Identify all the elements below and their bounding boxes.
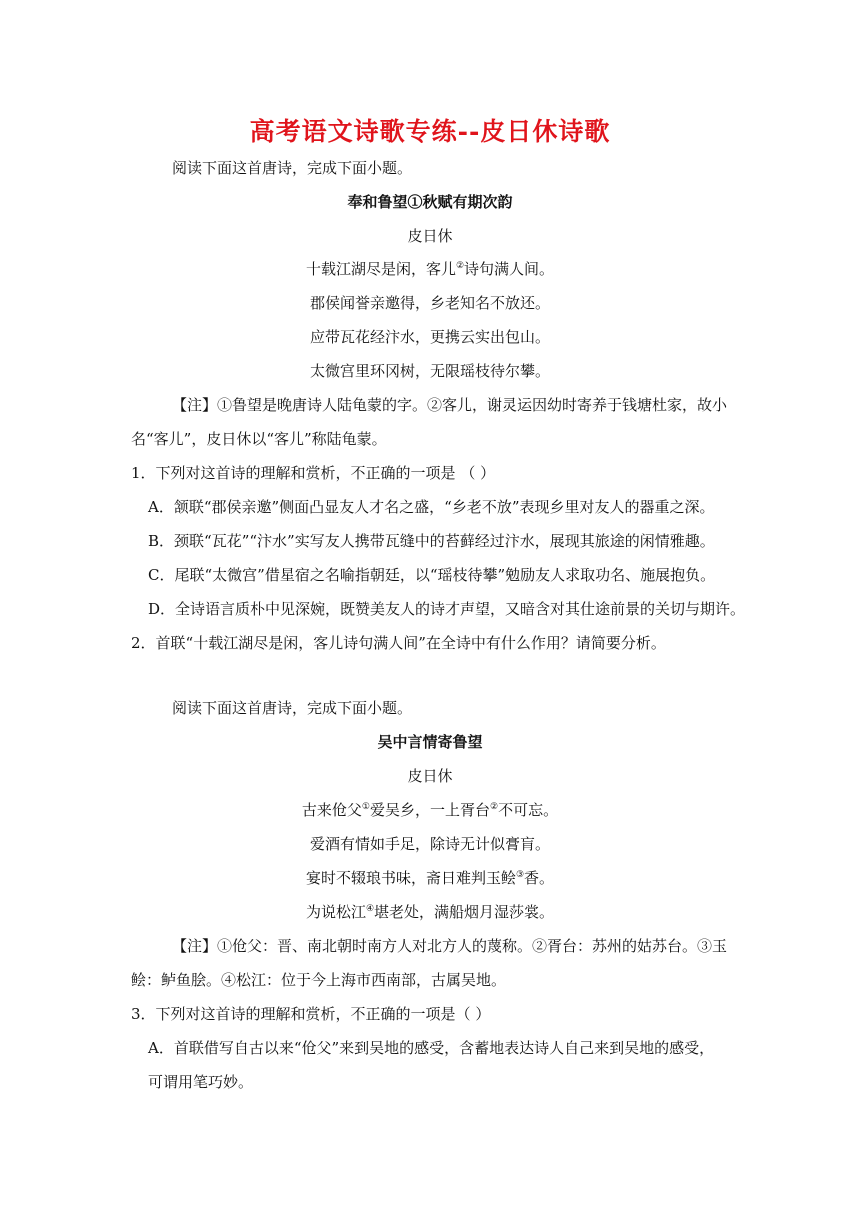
section1-poem-line-4: 太微宫里环冈树，无限瑶枝待尔攀。 [309, 362, 550, 380]
question-1: 1．下列对这首诗的理解和赏析，不正确的一项是 （ ） [131, 464, 496, 482]
question-3-option-a-line-2: 可谓用笔巧妙。 [148, 1073, 254, 1091]
section2-poem-line-2: 爱酒有情如手足，除诗无计似膏肓。 [309, 835, 550, 853]
question-3-option-a-line-1: A．首联借写自古以来“伧父”来到吴地的感受，含蓄地表达诗人自己来到吴地的感受， [148, 1039, 715, 1057]
section2-poem-title: 吴中言情寄鲁望 [377, 733, 483, 751]
question-3: 3．下列对这首诗的理解和赏析，不正确的一项是（ ） [131, 1005, 491, 1023]
question-2: 2．首联“十载江湖尽是闲，客儿诗句满人间”在全诗中有什么作用？请简要分析。 [131, 634, 666, 652]
section1-poem-line-3: 应带瓦花经汴水，更携云实出包山。 [309, 328, 550, 346]
question-1-option-a: A．颔联“郡侯亲邀”侧面凸显友人才名之盛，“乡老不放”表现乡里对友人的器重之深。 [148, 498, 715, 516]
question-1-option-b: B．颈联“瓦花”“汴水”实写友人携带瓦缝中的苔藓经过汴水，展现其旅途的闲情雅趣。 [148, 532, 715, 550]
section1-poem-line-2: 郡侯闻誉亲邀得，乡老知名不放还。 [309, 294, 550, 312]
section1-poem-line-1: 十载江湖尽是闲，客儿②诗句满人间。 [305, 260, 555, 278]
section1-poem-title: 奉和鲁望①秋赋有期次韵 [347, 193, 513, 211]
section2-author: 皮日休 [407, 767, 453, 785]
section2-poem-line-3: 宴时不辍琅书味，斋日难判玉鲙③香。 [305, 869, 555, 887]
section2-poem-line-4: 为说松江④堪老处，满船烟月湿莎裳。 [305, 903, 555, 921]
section2-note-line-2: 鲙：鲈鱼脍。④松江：位于今上海市西南部，古属吴地。 [131, 971, 507, 989]
section1-note-line-1: 【注】①鲁望是晚唐诗人陆龟蒙的字。②客儿，谢灵运因幼时寄养于钱塘杜家，故小 [172, 396, 728, 414]
page-title: 高考语文诗歌专练--皮日休诗歌 [249, 117, 611, 146]
section1-author: 皮日休 [407, 227, 453, 245]
question-1-option-d: D．全诗语言质朴中见深婉，既赞美友人的诗才声望，又暗含对其仕途前景的关切与期许。 [148, 600, 746, 618]
section2-note-line-1: 【注】①伧父：晋、南北朝时南方人对北方人的蔑称。②胥台：苏州的姑苏台。③玉 [172, 937, 728, 955]
question-1-option-c: C．尾联“太微宫”借星宿之名喻指朝廷，以“瑶枝待攀”勉励友人求取功名、施展抱负。 [148, 566, 716, 584]
section1-intro: 阅读下面这首唐诗，完成下面小题。 [172, 159, 413, 177]
section2-intro: 阅读下面这首唐诗，完成下面小题。 [172, 699, 413, 717]
section2-poem-line-1: 古来伧父①爱吴乡，一上胥台②不可忘。 [301, 801, 559, 819]
section1-note-line-2: 名“客儿”，皮日休以“客儿”称陆龟蒙。 [131, 430, 387, 448]
